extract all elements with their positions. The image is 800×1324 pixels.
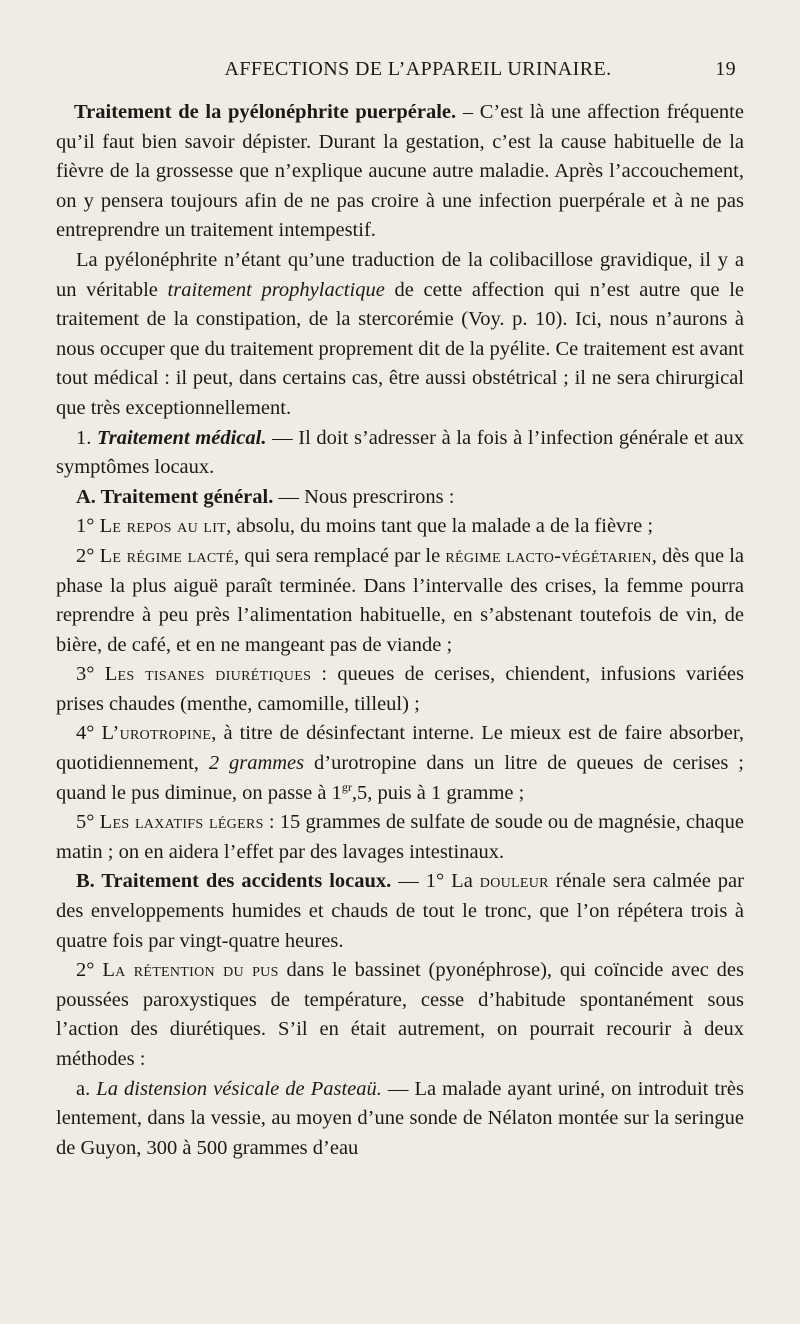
list-item-urotropine [56,719,744,808]
small-caps-term: Le régime lacté [99,544,235,567]
paragraph-accidents-locaux [56,867,744,956]
unit-superscript: gr [341,779,352,794]
paragraph-traitement-medical [56,424,744,483]
emphasis-text: 2 grammes [208,752,305,775]
item-number: 4° [76,722,102,745]
small-caps-term: Les tisanes diurétiques [104,663,312,686]
paragraph-text: : 15 grammes de sulfate de soude ou de magnésie, chaque matin ; on en aidera l’effet par des lavages intestinaux. [56,811,744,863]
running-header [56,58,744,88]
paragraph-text: : queues de cerises, chiendent, infusions variées prises chaudes (menthe, camomille, tilleul) ; [56,663,744,715]
list-item-laxatifs [56,808,744,867]
paragraph-pyelonephrite [56,98,744,246]
item-number: 2° [76,959,103,982]
paragraph-text: – C’est là une affection fréquente qu’il faut bien savoir dépister. Durant la gestation, c’est la cause habituelle de la fièvre de la grossesse que n’explique aucune autre maladie. Après l’accouchement, on y pensera toujours afin de ne pas croire à une infection puerpérale et à ne pas entreprendre un traitement intempestif. [56,101,744,242]
small-caps-term: régime lacto-végétarien [445,544,652,567]
item-number: 3° [76,663,105,686]
paragraph-text: dans le bassinet (pyonéphrose), qui coïncide avec des poussées paroxystiques de température, cesse d’habitude spontanément sous l’action des diurétiques. S’il en était autrement, on pourrait recourir à deux méthodes : [56,959,744,1070]
small-caps-term: douleur [479,870,549,893]
paragraph-text: rénale sera calmée par des enveloppements humides et chauds de tout le tronc, que l’on répétera trois à quatre fois par vingt-quatre heures. [56,870,744,952]
small-caps-term: L’urotropine [101,722,212,745]
paragraph-traitement-general [56,483,744,513]
paragraph-text: , absolu, du moins tant que la malade a de la fièvre ; [226,515,654,538]
paragraph-text: La pyélonéphrite n’étant qu’une traduction de la colibacillose gravidique, il y a un véritable [56,248,744,301]
list-item-retention [56,956,744,1074]
paragraph-prophylaxie [56,246,744,424]
item-number: 1° [76,515,100,538]
paragraph-text: , dès que la phase la plus aiguë paraît terminée. Dans l’intervalle des crises, la femme pourra reprendre à peu près l’alimentation habituelle, en s’abstenant toutefois de vin, de bière, de café, et en ne mangeant pas de viande ; [56,544,745,656]
paragraph-text: — 1° La [391,870,480,893]
subsection-heading: A. Traitement général. [76,485,274,508]
paragraph-text: — La malade ayant uriné, on introduit très lentement, dans la vessie, au moyen d’une sonde de Nélaton montée sur la seringue de Guyon, 300 à 500 grammes d’eau [56,1077,745,1159]
running-title: AFFECTIONS DE L’APPAREIL URINAIRE. [224,58,612,80]
list-item-repos [56,512,744,542]
paragraph-text: , qui sera remplacé par le [234,544,446,567]
section-heading: Traitement de la pyélonéphrite puerpérale. [74,101,457,123]
small-caps-term: La rétention du pus [102,959,279,982]
list-item-regime [56,542,744,660]
item-number: 5° [76,811,100,834]
small-caps-term: Les laxatifs légers [99,811,264,834]
small-caps-term: Le repos au lit [99,515,227,538]
paragraph-text: — Il doit s’adresser à la fois à l’infection générale et aux symptômes locaux. [56,426,745,479]
paragraph-text: , à titre de désinfectant interne. Le mieux est de faire absorber, quotidiennement, [56,722,744,775]
list-item-tisanes [56,660,744,719]
emphasis-text: traitement prophylactique [167,278,385,301]
item-number: 1. [76,426,98,449]
paragraph-text: — Nous prescrirons : [273,485,455,508]
list-item-distension [56,1075,744,1164]
subsection-heading: B. Traitement des accidents locaux. [76,870,392,893]
emphasis-text: La distension vésicale de Pasteaü. [96,1077,382,1100]
paragraph-text: de cette affection qui n’est autre que le traitement de la constipation, de la stercorémie (Voy. p. 10). Ici, nous n’aurons à nous occuper que du traitement proprement dit de la pyélite. Ce traitement est avant tout médical : il peut, dans certains cas, être aussi obstétrical ; il ne sera chirurgical que très exceptionnellement. [56,278,744,419]
paragraph-text: ,5, puis à 1 gramme ; [351,781,525,804]
item-number: a. [76,1077,97,1100]
subsection-heading: Traitement médical. [97,426,267,449]
page-number: 19 [715,58,736,80]
item-number: 2° [76,544,100,567]
paragraph-text: d’urotropine dans un litre de queues de cerises ; quand le pus diminue, on passe à 1 [56,752,744,804]
page-body [56,98,744,1163]
